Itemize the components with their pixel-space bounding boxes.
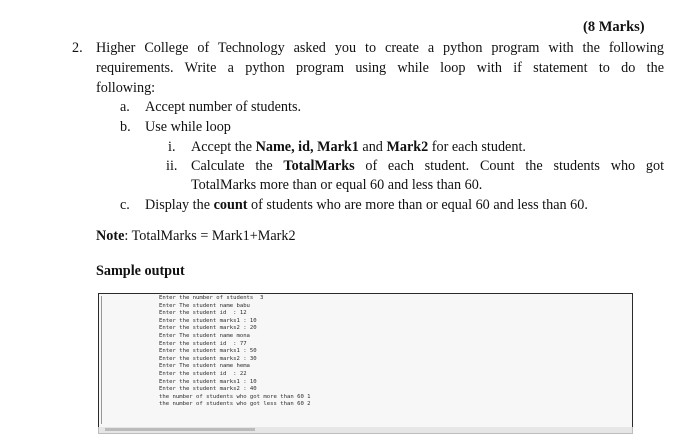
subitem-ii-text [191,158,664,175]
item-c-bold: count [213,197,248,213]
question-line-2: requirements. Write a python program using while loop with if statement to do the [96,60,664,76]
item-c-post: of students who are more than or equal 60 and less than 60. [247,197,588,213]
console-line: Enter The student name babu [159,302,250,309]
subitem-ii-label: ii. [166,158,178,174]
sample-output-screenshot [98,293,633,429]
item-c-text [145,197,588,214]
console-line: Enter the student id : 77 [159,340,247,347]
question-line-3: following: [96,80,156,96]
subitem-i-pre: Accept the [191,139,256,155]
console-line: Enter the student id : 22 [159,370,247,377]
subitem-i-name: Name, id, Mark1 [255,139,359,155]
console-line: Enter the student marks1 : 10 [159,378,257,385]
subitem-ii-line-2: TotalMarks more than or equal 60 and less than 60. [191,177,483,193]
horizontal-scrollbar[interactable] [98,427,633,434]
subitem-i-and: and [358,139,387,155]
subitem-i-mark2: Mark2 [386,139,429,155]
subitem-i-label: i. [168,139,176,155]
console-line: Enter the number of students 3 [159,295,264,301]
console-line: the number of students who got more than 60 1 [159,393,311,400]
console-line: Enter the student marks2 : 20 [159,325,257,332]
item-a-text: Accept number of students. [145,99,302,115]
item-b-text: Use while loop [145,119,231,135]
item-c-pre: Display the [145,197,214,213]
scrollbar-thumb[interactable] [105,428,255,431]
subitem-i-text [191,139,526,156]
marks-label: (8 Marks) [583,19,645,35]
note-text: : TotalMarks = Mark1+Mark2 [124,228,296,244]
question-line-1: Higher College of Technology asked you to create a python program with the following [96,40,664,56]
subitem-ii-pre: Calculate the [191,158,284,174]
console-line: Enter the student id : 12 [159,310,247,317]
console-output [159,295,311,409]
item-a-label: a. [120,99,130,115]
item-b-label: b. [120,119,131,135]
console-line: Enter the student marks1 : 10 [159,317,257,324]
item-c-label: c. [120,197,130,213]
console-gutter [101,296,156,424]
console-line: Enter the student marks1 : 50 [159,348,257,355]
console-line: Enter The student name mona [159,332,250,339]
console-line: Enter The student name hema [159,363,250,370]
note [96,228,296,245]
sample-output-heading: Sample output [96,263,185,279]
question-number: 2. [72,40,83,56]
subitem-i-post: for each student. [428,139,526,155]
console-line: Enter the student marks2 : 40 [159,386,257,393]
subitem-ii-bold: TotalMarks [283,158,355,174]
note-label: Note [96,228,125,244]
console-line: Enter the student marks2 : 30 [159,355,257,362]
console-line: the number of students who got less than 60 2 [159,401,311,408]
subitem-ii-post: of each student. Count the students who got [354,158,665,174]
